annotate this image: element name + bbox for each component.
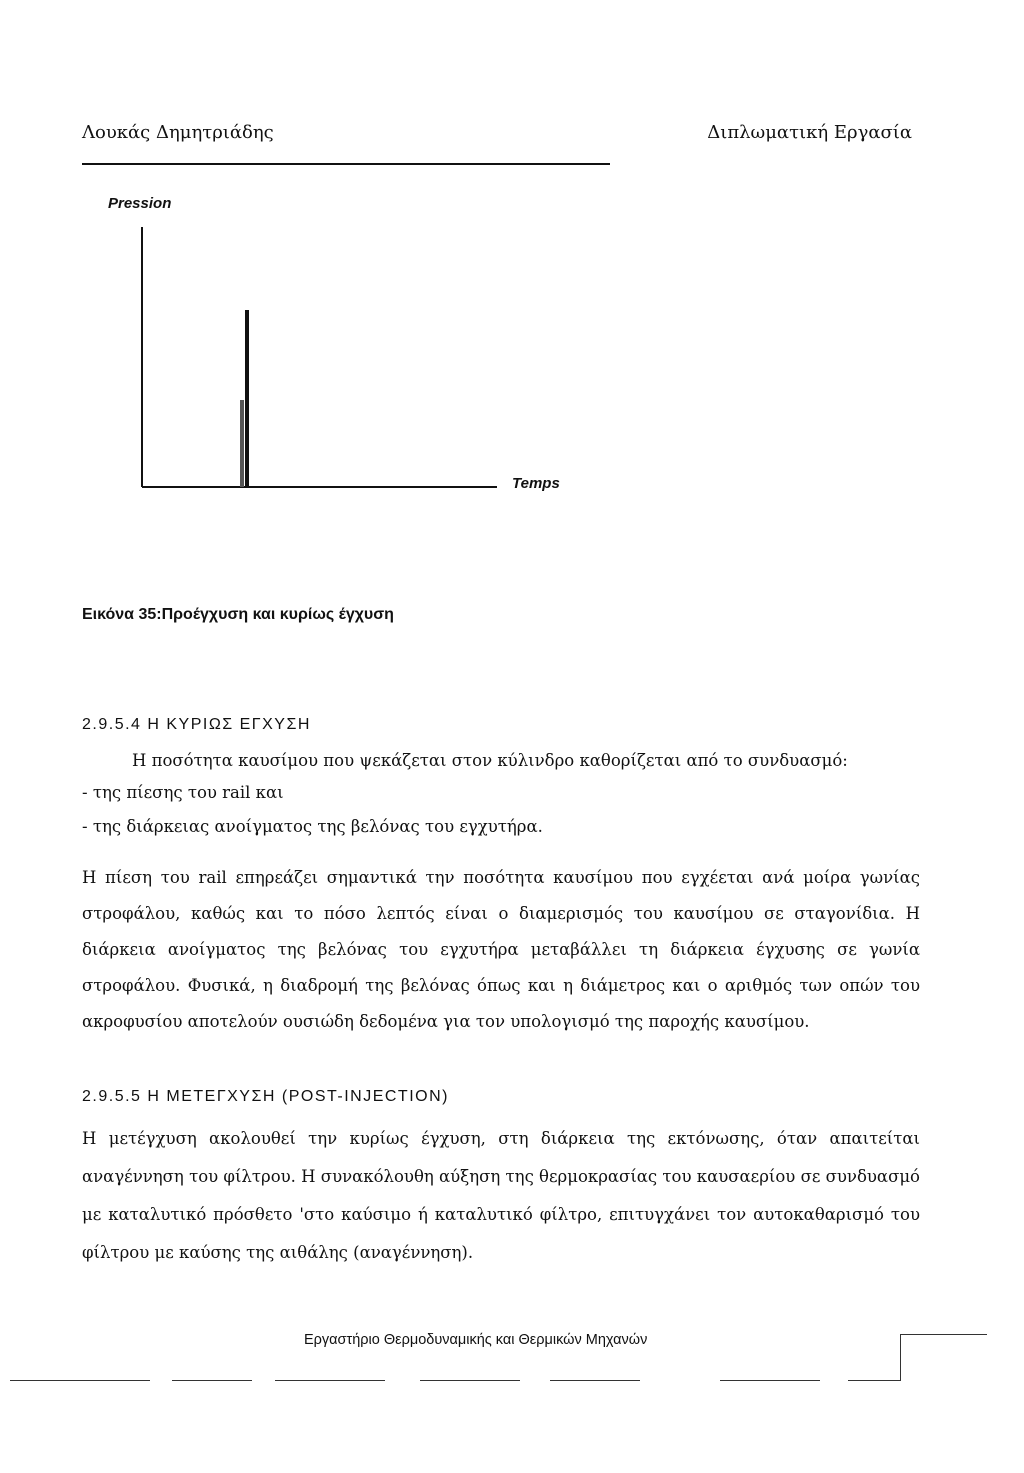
section-title-post-injection: 2.9.5.5 Η ΜΕΤΕΓΧΥΣΗ (POST-INJECTION) xyxy=(82,1088,449,1105)
pressure-time-plot xyxy=(82,185,602,505)
footer-rule-2 xyxy=(172,1380,252,1381)
footer-rule-4 xyxy=(420,1380,520,1381)
footer-rule-1 xyxy=(10,1380,150,1381)
footer-rule-5 xyxy=(550,1380,640,1381)
x-axis-label: Temps xyxy=(512,475,560,492)
pulse-base-texture xyxy=(240,400,244,487)
main-injection-pulse xyxy=(245,310,249,487)
footer-rule-7 xyxy=(848,1380,900,1381)
y-axis-label: Pression xyxy=(108,195,172,212)
section-main-item-1: - της πίεσης του rail και xyxy=(82,783,284,802)
footer-rule-6 xyxy=(720,1380,820,1381)
section-title-main-injection: 2.9.5.4 Η ΚΥΡΙΩΣ ΕΓΧΥΣΗ xyxy=(82,716,311,733)
section-main-paragraph: Η πίεση του rail επηρεάζει σημαντικά την ποσότητα καυσίμου που εγχέεται ανά μοίρα γωνίας στροφάλου, καθώς και το πόσο λεπτός είναι ο διαμερισμός του καυσίμου σε σταγονίδια. Η διάρκεια ανοίγματος της βελόνας του εγχυτήρα μεταβάλλει τη διάρκεια έγχυσης σε γωνία στροφάλου. Φυσικά, η διαδρομή της βελόνας όπως και η διάμετρος και ο αριθμός των οπών του ακροφυσίου αποτελούν ουσιώδη δεδομένα για τον υπολογισμό της παροχής καυσίμου. xyxy=(82,868,920,1031)
header-rule xyxy=(82,163,610,165)
figure xyxy=(82,185,602,505)
section-post-paragraph: Η μετέγχυση ακολουθεί την κυρίως έγχυση, στη διάρκεια της εκτόνωσης, όταν απαιτείται αναγέννηση του φίλτρου. Η συνακόλουθη αύξηση της θερμοκρασίας του καυσαερίου σε συνδυασμό με καταλυτικό πρόσθετο 'στο καύσιμο ή καταλυτικό φίλτρο, επιτυγχάνει τον αυτοκαθαρισμό του φίλτρου με καύσης της αιθάλης (αναγέννηση). xyxy=(82,1129,920,1262)
footer-box xyxy=(900,1334,987,1381)
footer-text: Εργαστήριο Θερμοδυναμικής και Θερμικών Μηχανών xyxy=(304,1332,648,1348)
section-main-item-2: - της διάρκειας ανοίγματος της βελόνας του εγχυτήρα. xyxy=(82,817,543,836)
section-main-intro: Η ποσότητα καυσίμου που ψεκάζεται στον κύλινδρο καθορίζεται από το συνδυασμό: xyxy=(132,751,848,770)
header-doc-type: Διπλωματική Εργασία xyxy=(707,122,912,143)
figure-caption: Εικόνα 35:Προέγχυση και κυρίως έγχυση xyxy=(82,606,394,623)
footer-rule-3 xyxy=(275,1380,385,1381)
header-author: Λουκάς Δημητριάδης xyxy=(82,122,274,143)
